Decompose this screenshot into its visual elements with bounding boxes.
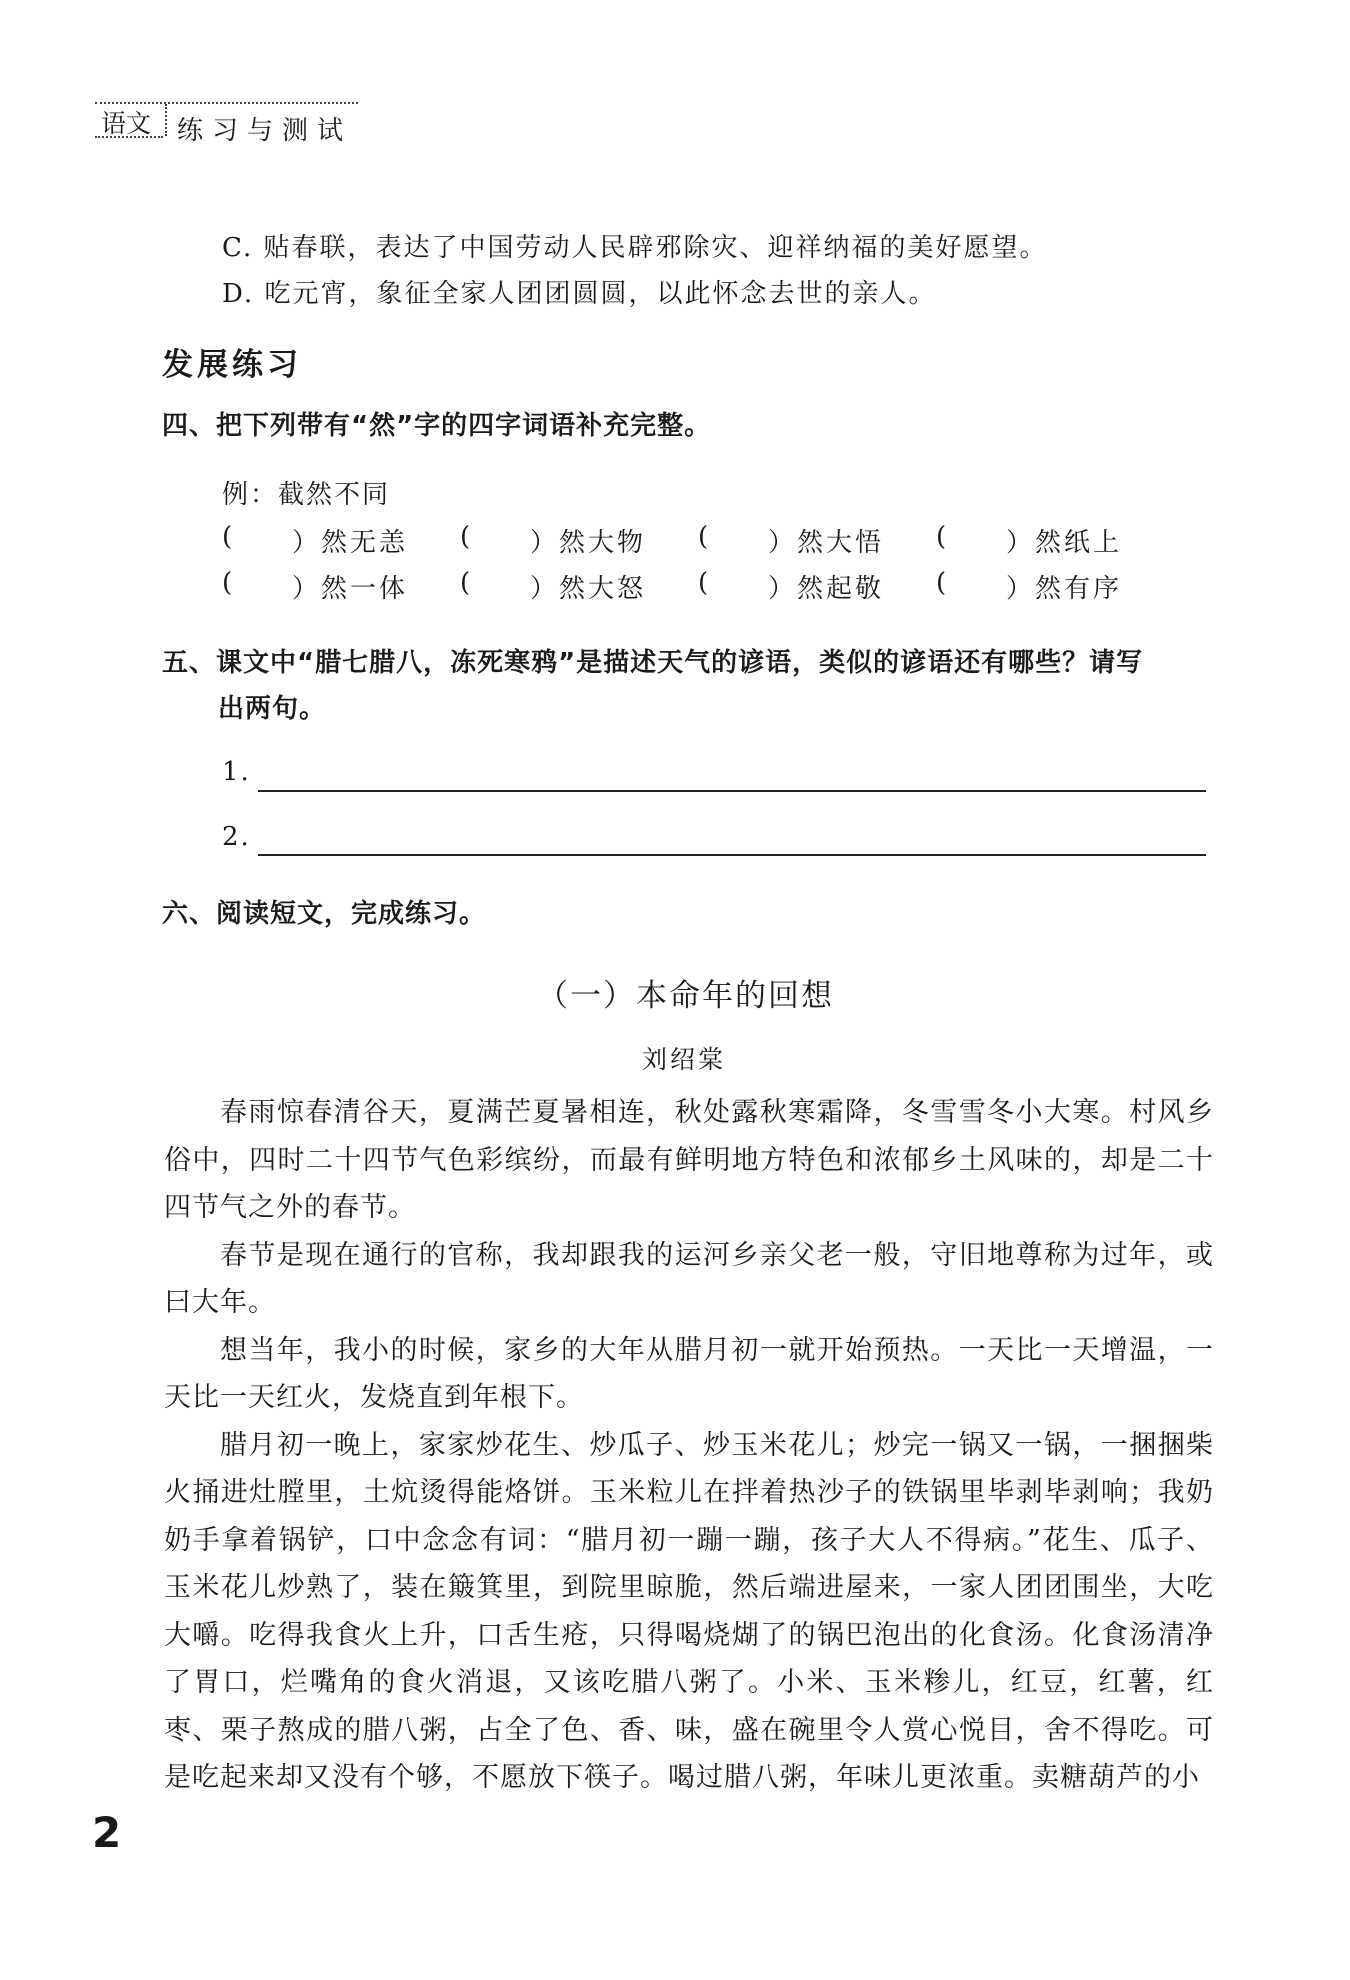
article-body <box>164 1089 1214 1802</box>
article-paragraph: 春雨惊春清谷天，夏满芒夏暑相连，秋处露秋寒霜降，冬雪雪冬小大寒。村风乡俗中，四时二十四节气色彩缤纷，而最有鲜明地方特色和浓郁乡土风味的，却是二十四节气之外的春节。 <box>164 1097 1214 1223</box>
answer-1-line[interactable] <box>258 790 1206 792</box>
article-title: （一）本命年的回想 <box>537 978 834 1014</box>
page-number: 2 <box>92 1808 122 1857</box>
book-title: 练习与测试 <box>177 116 353 146</box>
workbook-page: 语文 练习与测试 C. 贴春联，表达了中国劳动人民辟邪除灾、迎祥纳福的美好愿望。 D. 吃元宵，象征全家人团团圆圆，以此怀念去世的亲人。 发展练习 四、把下列带有“然”字的四字词语补充完整。 例：截然不同 ( ）然无恙 ( ）然大物 ( ）然大悟 ( ）然纸上 ( ）然一体 ( ）然大怒 ( ）然起敬 ( ）然有序 五、课文中“腊七腊八，冻死寒鸦”是描述天气的谚语，类似的谚语还有哪些？请写 出两句。 1. 2. 六、阅读短文，完成练习。 （一）本命年的回想 刘绍棠 春雨惊春清谷天，夏满芒夏暑相连，秋处露秋寒霜降，冬雪雪冬小大寒。村风乡俗中，四时二十四节气色彩缤纷，而最有鲜明地方特色和浓郁乡土风味的，却是二十四节气之外的春节。 春节是现在通行的官称，我却跟我的运河乡亲父老一般，守旧地尊称为过年，或曰大年。 想当年，我小的时候，家乡的大年从腊月初一就开始预热。一天比一天增温，一天比一天红火，发烧直到年根下。 腊月初一晚上，家家炒花生、炒瓜子、炒玉米花儿；炒完一锅又一锅，一捆捆柴火捅进灶膛里，土炕烫得能烙饼。玉米粒儿在拌着热沙子的铁锅里毕剥毕剥响；我奶奶手拿着锅铲，口中念念有词：“腊月初一蹦一蹦，孩子大人不得病。”花生、瓜子、玉米花儿炒熟了，装在簸箕里，到院里晾脆，然后端进屋来，一家人团团围坐，大吃大嚼。吃得我食火上升，口舌生疮，只得喝烧煳了的锅巴泡出的化食汤。化食汤清净了胃口，烂嘴角的食火消退，又该吃腊八粥了。小米、玉米糁儿，红豆，红薯，红枣、栗子熬成的腊八粥，占全了色、香、味，盛在碗里令人赏心悦目，舍不得吃。可是吃起来却又没有个够，不愿放下筷子。喝过腊八粥，年味儿更浓重。卖糖葫芦的小 2 <box>0 0 1350 1980</box>
book-header <box>95 98 358 146</box>
question-5-title-cont: 出两句。 <box>218 694 327 724</box>
article-author: 刘绍棠 <box>642 1045 727 1074</box>
question-4-title: 四、把下列带有“然”字的四字词语补充完整。 <box>162 411 712 441</box>
section-title: 发展练习 <box>162 347 302 383</box>
answer-1-label: 1. <box>222 757 251 787</box>
question-6-title: 六、阅读短文，完成练习。 <box>162 899 487 929</box>
header-dotted-divider <box>165 104 167 136</box>
article-paragraph: 想当年，我小的时候，家乡的大年从腊月初一就开始预热。一天比一天增温，一天比一天红火，发烧直到年根下。 <box>164 1334 1214 1413</box>
article-paragraph: 春节是现在通行的官称，我却跟我的运河乡亲父老一般，守旧地尊称为过年，或曰大年。 <box>164 1239 1214 1318</box>
subject-label: 语文 <box>101 109 152 138</box>
question-5-title: 五、课文中“腊七腊八，冻死寒鸦”是描述天气的谚语，类似的谚语还有哪些？请写 <box>162 648 1144 678</box>
option-c: C. 贴春联，表达了中国劳动人民辟邪除灾、迎祥纳福的美好愿望。 <box>222 233 1048 263</box>
answer-2-label: 2. <box>222 822 251 852</box>
question-4-example: 例：截然不同 <box>222 480 391 510</box>
article-paragraph: 腊月初一晚上，家家炒花生、炒瓜子、炒玉米花儿；炒完一锅又一锅，一捆捆柴火捅进灶膛里，土炕烫得能烙饼。玉米粒儿在拌着热沙子的铁锅里毕剥毕剥响；我奶奶手拿着锅铲，口中念念有词：“腊月初一蹦一蹦，孩子大人不得病。”花生、瓜子、玉米花儿炒熟了，装在簸箕里，到院里晾脆，然后端进屋来，一家人团团围坐，大吃大嚼。吃得我食火上升，口舌生疮，只得喝烧煳了的锅巴泡出的化食汤。化食汤清净了胃口，烂嘴角的食火消退，又该吃腊八粥了。小米、玉米糁儿，红豆，红薯，红枣、栗子熬成的腊八粥，占全了色、香、味，盛在碗里令人赏心悦目，舍不得吃。可是吃起来却又没有个够，不愿放下筷子。喝过腊八粥，年味儿更浓重。卖糖葫芦的小 <box>164 1429 1214 1793</box>
answer-2-line[interactable] <box>258 854 1206 856</box>
option-d: D. 吃元宵，象征全家人团团圆圆，以此怀念去世的亲人。 <box>222 279 937 309</box>
